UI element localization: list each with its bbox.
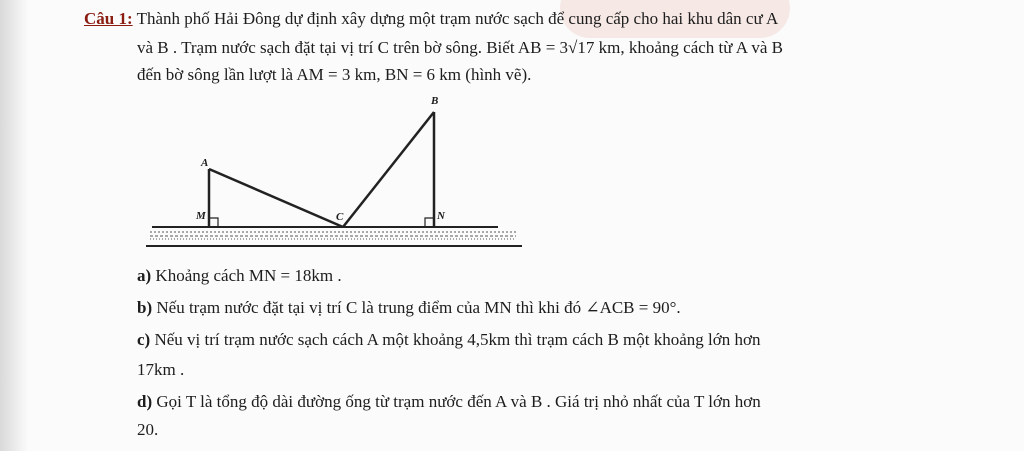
right-angle-m (209, 218, 218, 227)
question-stem-line-2: và B . Trạm nước sạch đặt tại vị trí C trên bờ sông. Biết AB = 3√17 km, khoảng cách từ A và B (137, 38, 784, 57)
question-stem-line-1: Câu 1: Thành phố Hải Đông dự định xây dựng một trạm nước sạch để cung cấp cho hai khu dân cư A (84, 9, 779, 28)
page-edge-shadow (0, 0, 28, 451)
right-angle-n (425, 218, 434, 227)
option-b: b) Nếu trạm nước đặt tại vị trí C là trung điểm của MN thì khi đó ∠ACB = 90°. (137, 298, 681, 317)
point-label-n: N (437, 210, 445, 222)
segment-cb (343, 112, 434, 227)
option-c: c) Nếu vị trí trạm nước sạch cách A một khoảng 4,5km thì trạm cách B một khoảng lớn hơn (137, 330, 761, 349)
water-hatching (150, 232, 516, 239)
option-a: a) Khoảng cách MN = 18km . (137, 266, 342, 285)
point-label-b: B (431, 95, 439, 107)
question-label: Câu 1: (84, 9, 133, 28)
point-label-m: M (196, 210, 206, 222)
option-d: d) Gọi T là tổng độ dài đường ống từ trạm nước đến A và B . Giá trị nhỏ nhất của T lớn hơn (137, 392, 761, 411)
option-c-continued: 17km . (137, 360, 185, 379)
point-label-c: C (336, 211, 344, 223)
question-stem-line-3: đến bờ sông lần lượt là AM = 3 km, BN = 6 km (hình vẽ). (137, 65, 532, 84)
option-d-continued: 20. (137, 420, 159, 439)
segment-ac (209, 169, 343, 227)
point-label-a: A (201, 157, 209, 169)
river-diagram (146, 94, 526, 254)
